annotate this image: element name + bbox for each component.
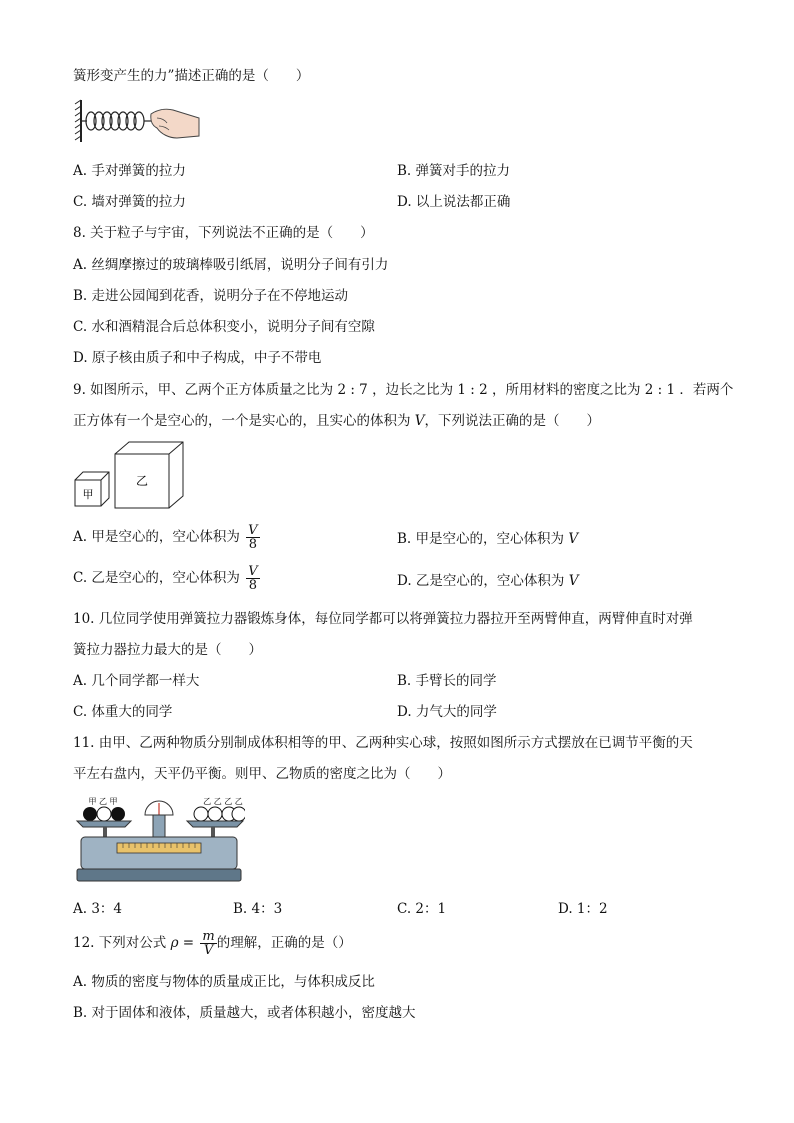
hand-icon — [151, 109, 199, 138]
fraction-denominator: V — [203, 943, 214, 958]
spring-icon — [81, 112, 153, 130]
q8-option-d: D. 原子核由质子和中子构成，中子不带电 — [73, 350, 322, 366]
q9-option-d — [397, 572, 578, 590]
q9-option-c-text: C. 乙是空心的，空心体积为 — [73, 570, 240, 586]
q9-stem-line1: 9. 如图所示，甲、乙两个正方体质量之比为 2 : 7 ，边长之比为 1 : 2 ，所用材料的密度之比为 2 : 1 ．若两个 — [73, 382, 734, 398]
q12-stem-text: 12. 下列对公式 — [73, 935, 167, 951]
q9-stem-text-end: ，下列说法正确的是（ ） — [424, 413, 601, 429]
fraction-numerator: V — [248, 523, 258, 538]
wall-icon — [75, 100, 81, 142]
q7-option-a: A. 手对弹簧的拉力 — [73, 163, 186, 179]
q8-option-b: B. 走进公园闻到花香，说明分子在不停地运动 — [73, 288, 349, 304]
spring-hand-figure — [73, 96, 203, 146]
q7-option-c: C. 墙对弹簧的拉力 — [73, 194, 186, 210]
q9-option-c — [73, 565, 260, 592]
q9-option-d-text: D. 乙是空心的，空心体积为 — [397, 573, 565, 589]
q7-stem: 簧形变产生的力”描述正确的是（ ） — [73, 68, 310, 84]
q11-stem-line1: 11. 由甲、乙两种物质分别制成体积相等的甲、乙两种实心球，按照如图所示方式摆放在已调节平衡的天 — [73, 735, 693, 751]
q8-stem: 8. 关于粒子与宇宙，下列说法不正确的是（ ） — [73, 225, 374, 241]
fraction-denominator: 8 — [248, 537, 257, 552]
right-pan-icon — [187, 821, 243, 827]
fraction-numerator: m — [202, 929, 215, 944]
q9-option-a-text: A. 甲是空心的，空心体积为 — [73, 529, 240, 545]
cubes-figure — [73, 440, 193, 512]
q8-option-a: A. 丝绸摩擦过的玻璃棒吸引纸屑，说明分子间有引力 — [73, 257, 389, 273]
q11-option-b: B. 4：3 — [233, 901, 283, 917]
q9-volume-var: V — [414, 413, 425, 429]
q11-option-d: D. 1：2 — [558, 901, 608, 917]
left-post — [103, 827, 107, 837]
balance-foot — [77, 869, 241, 881]
right-balls-icon — [194, 807, 245, 821]
q9-option-b-var: V — [568, 531, 579, 547]
small-cube-label: 甲 — [82, 488, 94, 501]
right-pan-labels: 乙 乙 乙 乙 — [203, 797, 243, 806]
q9-option-a-fraction — [246, 524, 259, 551]
q10-option-b: B. 手臂长的同学 — [397, 673, 497, 689]
q10-stem-line2: 簧拉力器拉力最大的是（ ） — [73, 642, 262, 658]
q8-option-c: C. 水和酒精混合后总体积变小，说明分子间有空隙 — [73, 319, 375, 335]
left-balls-icon — [83, 807, 125, 821]
q11-stem-line2: 平左右盘内，天平仍平衡。则甲、乙物质的密度之比为（ ） — [73, 766, 451, 782]
q9-option-b — [397, 530, 578, 548]
q12-stem — [73, 930, 352, 957]
large-cube-label: 乙 — [135, 474, 149, 488]
dial-icon — [145, 801, 173, 815]
left-pan-labels: 甲 乙 甲 — [88, 797, 118, 806]
balance-figure — [73, 793, 245, 888]
q12-option-a: A. 物质的密度与物体的质量成正比，与体积成反比 — [73, 974, 375, 990]
large-cube-icon — [115, 442, 183, 508]
q9-option-a — [73, 524, 260, 551]
q11-option-c: C. 2：1 — [397, 901, 447, 917]
q9-option-d-var: V — [568, 573, 579, 589]
q12-option-b: B. 对于固体和液体，质量越大，或者体积越小，密度越大 — [73, 1005, 416, 1021]
q9-stem-text: 正方体有一个是空心的，一个是实心的，且实心的体积为 — [73, 413, 415, 429]
right-post — [211, 827, 215, 837]
q7-option-d: D. 以上说法都正确 — [397, 194, 511, 210]
q11-option-a: A. 3：4 — [73, 901, 123, 917]
q10-option-d: D. 力气大的同学 — [397, 704, 497, 720]
q7-option-b: B. 弹簧对手的拉力 — [397, 163, 511, 179]
q9-option-b-text: B. 甲是空心的，空心体积为 — [397, 531, 565, 547]
q10-stem-line1: 10. 几位同学使用弹簧拉力器锻炼身体，每位同学都可以将弹簧拉力器拉开至两臂伸直，两臂伸直时对弹 — [73, 611, 693, 627]
q12-stem-text-end: 的理解，正确的是（） — [216, 935, 352, 951]
q12-formula-fraction — [200, 930, 216, 957]
left-pan-icon — [77, 821, 131, 827]
q9-stem-line2 — [73, 412, 600, 430]
q10-option-c: C. 体重大的同学 — [73, 704, 173, 720]
q12-formula-lhs: ρ = — [170, 935, 195, 951]
q10-option-a: A. 几个同学都一样大 — [73, 673, 200, 689]
q9-option-c-fraction — [246, 565, 259, 592]
fraction-numerator: V — [248, 564, 258, 579]
fraction-denominator: 8 — [248, 578, 258, 593]
